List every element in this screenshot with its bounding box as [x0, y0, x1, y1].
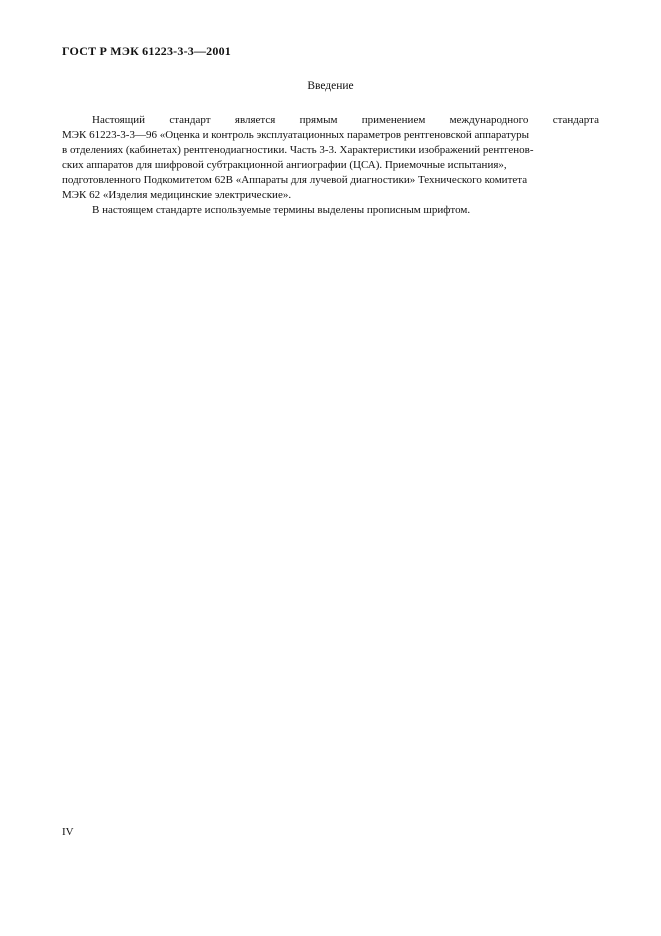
word: Настоящий — [92, 114, 145, 126]
paragraph-1-line-6: МЭК 62 «Изделия медицинские электрические». — [62, 189, 292, 201]
paragraph-1-line-5: подготовленного Подкомитетом 62В «Аппараты для лучевой диагностики» Технического комитета — [62, 174, 528, 186]
paragraph-1-line-4: ских аппаратов для шифровой субтракционной ангиографии (ЦСА). Приемочные испытания», — [62, 159, 507, 171]
page-number: IV — [62, 826, 74, 838]
word: является — [234, 114, 276, 126]
paragraph-1-line-2: МЭК 61223-3-3—96 «Оценка и контроль эксплуатационных параметров рентгеновской аппаратуры — [62, 129, 530, 141]
word: международного — [449, 114, 529, 126]
section-title: Введение — [307, 80, 354, 92]
standard-code-header: ГОСТ Р МЭК 61223-3-3—2001 — [62, 44, 231, 58]
paragraph-1-line-1 — [62, 113, 599, 128]
word: стандарт — [169, 114, 211, 126]
word: применением — [361, 114, 426, 126]
introduction-text — [62, 113, 599, 218]
paragraph-1-line-3: в отделениях (кабинетах) рентгенодиагностики. Часть 3-3. Характеристики изображений рентгенов- — [62, 144, 534, 156]
word: прямым — [299, 114, 338, 126]
paragraph-2: В настоящем стандарте используемые термины выделены прописным шрифтом. — [92, 204, 471, 216]
word: стандарта — [552, 114, 599, 126]
